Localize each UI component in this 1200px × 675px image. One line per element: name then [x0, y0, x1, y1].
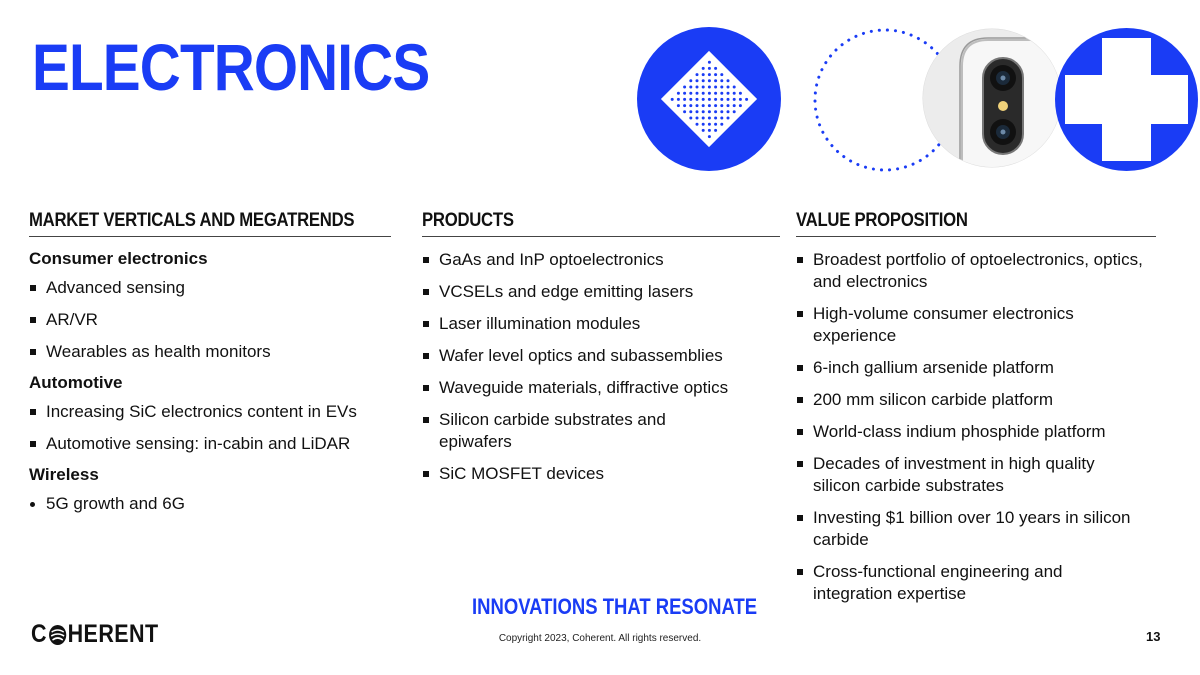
page-title: ELECTRONICS [32, 30, 430, 104]
list-item: World-class indium phosphide platform [796, 421, 1146, 443]
group-label-consumer: Consumer electronics [29, 249, 208, 268]
logo-suffix: HERENT [67, 620, 159, 648]
list-item: 5G growth and 6G [29, 493, 391, 515]
list-item: VCSELs and edge emitting lasers [422, 281, 722, 303]
list-item: Increasing SiC electronics content in EVs [29, 401, 391, 423]
list-item: 6-inch gallium arsenide platform [796, 357, 1146, 379]
value-proposition-column [796, 210, 1156, 615]
list-item: Investing $1 billion over 10 years in silicon carbide [796, 507, 1148, 551]
market-verticals-heading: MARKET VERTICALS AND MEGATRENDS [29, 210, 391, 237]
list-item: Cross-functional engineering and integration expertise [796, 561, 1146, 605]
list-item: Laser illumination modules [422, 313, 722, 335]
list-item: Silicon carbide substrates and epiwafers [422, 409, 699, 453]
market-verticals-column [29, 210, 391, 525]
copyright-text: Copyright 2023, Coherent. All rights reserved. [498, 633, 702, 644]
list-item: AR/VR [29, 309, 391, 331]
list-item: Broadest portfolio of optoelectronics, optics, and electronics [796, 249, 1146, 293]
list-item: GaAs and InP optoelectronics [422, 249, 722, 271]
list-item: High-volume consumer electronics experience [796, 303, 1093, 347]
list-item: SiC MOSFET devices [422, 463, 722, 485]
chip-dots-icon [637, 27, 781, 171]
list-item: Advanced sensing [29, 277, 391, 299]
value-proposition-heading: VALUE PROPOSITION [796, 210, 1156, 237]
logo-prefix: C [31, 620, 47, 648]
cross-icon [1055, 28, 1198, 171]
phone-camera-image [812, 26, 1062, 174]
automotive-list [29, 401, 391, 455]
products-column [422, 210, 780, 495]
wireless-list [29, 493, 391, 515]
list-item: Wafer level optics and subassemblies [422, 345, 769, 367]
group-label-wireless: Wireless [29, 465, 99, 484]
list-item: 200 mm silicon carbide platform [796, 389, 1146, 411]
tagline: INNOVATIONS THAT RESONATE [472, 594, 758, 619]
list-item: Waveguide materials, diffractive optics [422, 377, 769, 399]
consumer-list [29, 277, 391, 363]
products-heading: PRODUCTS [422, 210, 780, 237]
page-number: 13 [1146, 629, 1161, 644]
value-list [796, 249, 1146, 605]
group-label-automotive: Automotive [29, 373, 123, 392]
list-item: Decades of investment in high quality silicon carbide substrates [796, 453, 1146, 497]
products-list [422, 249, 729, 485]
list-item: Automotive sensing: in-cabin and LiDAR [29, 433, 391, 455]
list-item: Wearables as health monitors [29, 341, 391, 363]
